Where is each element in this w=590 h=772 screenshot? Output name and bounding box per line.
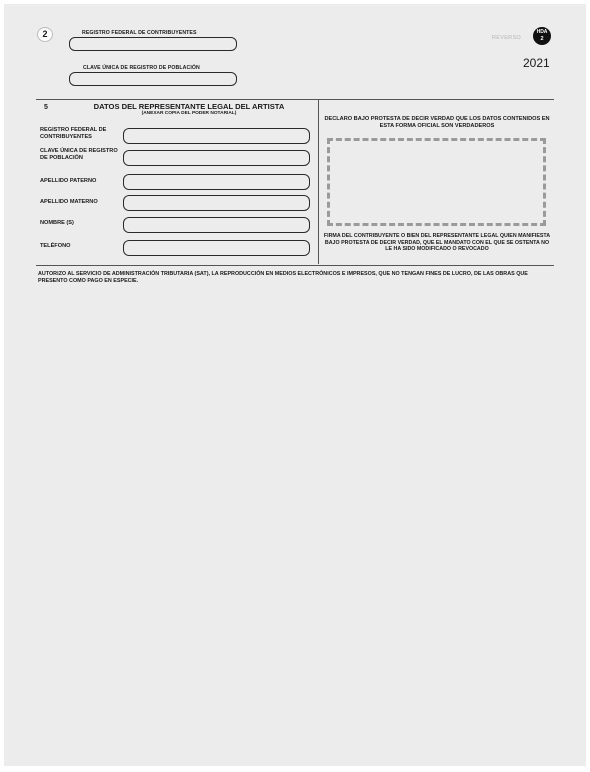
rfc-input[interactable] bbox=[69, 37, 237, 51]
rep-rfc-input[interactable] bbox=[123, 128, 310, 144]
nombre-input[interactable] bbox=[123, 217, 310, 233]
rep-curp-input[interactable] bbox=[123, 150, 310, 166]
section-5-subtitle: (ANEXAR COPIA DEL PODER NOTARIAL) bbox=[141, 111, 237, 116]
apellido-materno-label: APELLIDO MATERNO bbox=[40, 199, 98, 205]
reverso-label: REVERSO bbox=[492, 35, 521, 41]
telefono-input[interactable] bbox=[123, 240, 310, 256]
apellido-paterno-input[interactable] bbox=[123, 174, 310, 190]
signature-caption: FIRMA DEL CONTRIBUYENTE O BIEN DEL REPRESENTANTE LEGAL QUIEN MANIFIESTA BAJO PROTESTA DE DECIR VERDAD, QUE EL MANDATO CON EL QUE SE OSTENTA NO LE HA SIDO MODIFICADO O REVOCADO bbox=[323, 233, 551, 252]
form-year: 2021 bbox=[523, 56, 550, 70]
apellido-paterno-label: APELLIDO PATERNO bbox=[40, 178, 97, 184]
authorization-text: AUTORIZO AL SERVICIO DE ADMINISTRACIÓN TRIBUTARIA (SAT), LA REPRODUCCIÓN EN MEDIOS ELECTRÓNICOS E IMPRESOS, QUE NO TENGAN FINES DE LUCRO, DE LAS OBRAS QUE PRESENTO COMO PAGO EN ESPECIE. bbox=[38, 271, 528, 285]
nombre-label: NOMBRE (S) bbox=[40, 220, 74, 226]
hda-badge bbox=[533, 27, 551, 45]
signature-box[interactable] bbox=[327, 138, 546, 226]
apellido-materno-input[interactable] bbox=[123, 195, 310, 211]
badge-line1: HDA bbox=[536, 29, 548, 35]
rep-curp-label: CLAVE ÚNICA DE REGISTRO DE POBLACIÓN bbox=[40, 148, 118, 161]
curp-input[interactable] bbox=[69, 72, 237, 86]
section-divider bbox=[318, 99, 319, 264]
badge-line2: 2 bbox=[540, 36, 544, 42]
section-number-badge: 2 bbox=[37, 27, 53, 42]
section-5-title: DATOS DEL REPRESENTANTE LEGAL DEL ARTISTA bbox=[93, 102, 285, 111]
telefono-label: TELÉFONO bbox=[40, 243, 71, 249]
rfc-label: REGISTRO FEDERAL DE CONTRIBUYENTES bbox=[82, 30, 197, 36]
declaration-text: DECLARO BAJO PROTESTA DE DECIR VERDAD QUE LOS DATOS CONTENIDOS EN ESTA FORMA OFICIAL SON VERDADEROS bbox=[324, 116, 550, 129]
curp-label: CLAVE ÚNICA DE REGISTRO DE POBLACIÓN bbox=[83, 65, 200, 71]
rep-rfc-label: REGISTRO FEDERAL DE CONTRIBUYENTES bbox=[40, 127, 107, 140]
section-5-number: 5 bbox=[44, 104, 48, 111]
